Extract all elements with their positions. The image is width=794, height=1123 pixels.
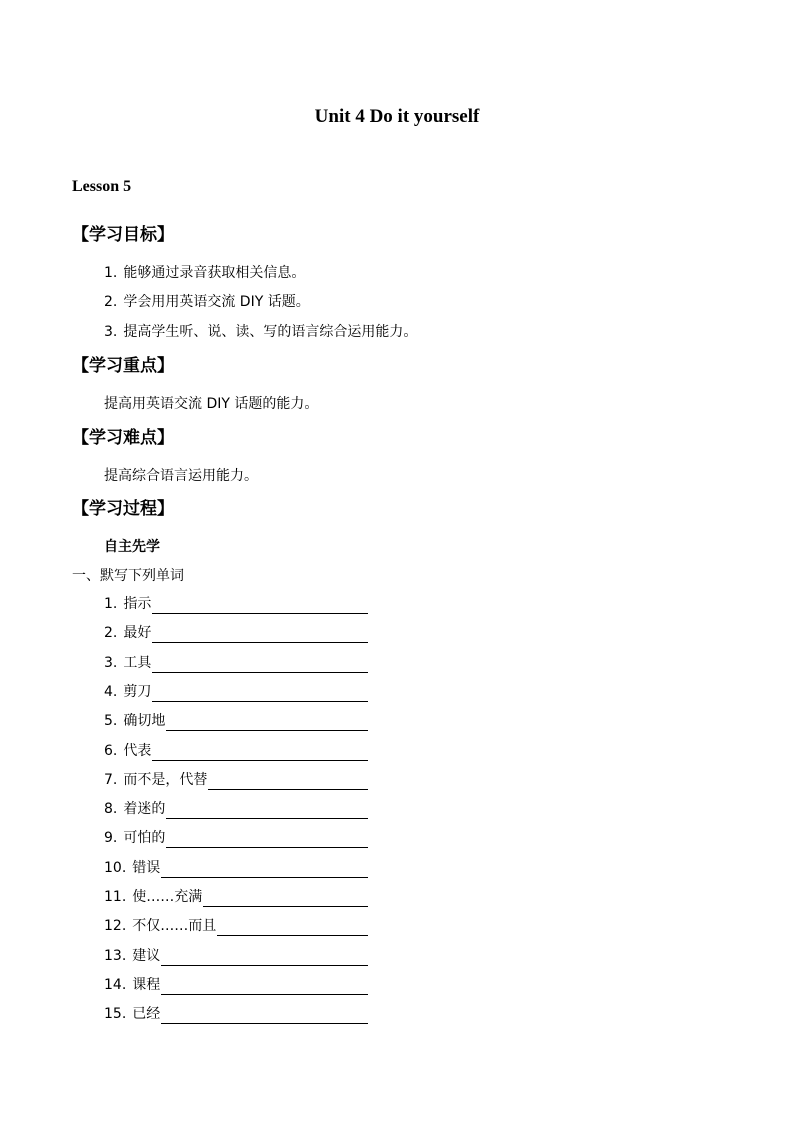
word-number: 1. — [104, 596, 118, 612]
objective-text: 能够通过录音获取相关信息。 — [123, 265, 306, 281]
word-item — [104, 829, 165, 847]
word-prompt: 使……充满 — [132, 889, 203, 905]
word-prompt: 建议 — [132, 948, 161, 964]
word-item — [104, 947, 160, 965]
key-points-heading: 【学习重点】 — [72, 356, 174, 376]
objectives-heading: 【学习目标】 — [72, 225, 174, 245]
word-number: 10. — [104, 860, 127, 876]
objective-number: 1. — [104, 265, 118, 281]
word-number: 2. — [104, 625, 118, 641]
answer-blank[interactable] — [152, 759, 368, 761]
word-item — [104, 917, 216, 935]
word-number: 14. — [104, 977, 127, 993]
word-prompt: 不仅……而且 — [132, 918, 217, 934]
word-number: 3. — [104, 655, 118, 671]
answer-blank[interactable] — [217, 934, 368, 936]
word-prompt: 确切地 — [123, 713, 166, 729]
word-prompt: 最好 — [123, 625, 152, 641]
word-item — [104, 976, 160, 994]
objective-item — [104, 321, 417, 341]
word-item — [104, 888, 202, 906]
word-prompt: 剪刀 — [123, 684, 152, 700]
word-number: 5. — [104, 713, 118, 729]
word-prompt: 错误 — [132, 860, 161, 876]
word-number: 9. — [104, 830, 118, 846]
word-item — [104, 683, 151, 701]
dictation-section-title: 一、默写下列单词 — [72, 568, 184, 584]
word-prompt: 工具 — [123, 655, 152, 671]
answer-blank[interactable] — [161, 993, 368, 995]
word-item — [104, 624, 151, 642]
word-number: 4. — [104, 684, 118, 700]
word-item — [104, 859, 160, 877]
word-number: 7. — [104, 772, 118, 788]
objective-item — [104, 291, 310, 311]
difficulties-text: 提高综合语言运用能力。 — [104, 468, 258, 484]
objective-number: 2. — [104, 294, 118, 310]
answer-blank[interactable] — [166, 817, 368, 819]
word-item — [104, 595, 151, 613]
objective-text: 学会用用英语交流 DIY 话题。 — [123, 294, 310, 310]
answer-blank[interactable] — [166, 729, 368, 731]
word-number: 8. — [104, 801, 118, 817]
word-prompt: 而不是，代替 — [123, 772, 208, 788]
lesson-label: Lesson 5 — [72, 178, 132, 195]
answer-blank[interactable] — [152, 641, 368, 643]
word-number: 6. — [104, 743, 118, 759]
word-item — [104, 742, 151, 760]
word-prompt: 代表 — [123, 743, 152, 759]
self-study-subheading: 自主先学 — [104, 539, 160, 555]
answer-blank[interactable] — [152, 671, 368, 673]
document-title: Unit 4 Do it yourself — [314, 106, 480, 127]
word-number: 12. — [104, 918, 127, 934]
word-number: 15. — [104, 1006, 127, 1022]
answer-blank[interactable] — [208, 788, 368, 790]
word-prompt: 课程 — [132, 977, 161, 993]
word-item — [104, 1005, 160, 1023]
word-prompt: 已经 — [132, 1006, 161, 1022]
process-heading: 【学习过程】 — [72, 499, 174, 519]
word-number: 11. — [104, 889, 127, 905]
answer-blank[interactable] — [166, 846, 368, 848]
word-prompt: 可怕的 — [123, 830, 166, 846]
objective-item — [104, 262, 305, 282]
difficulties-heading: 【学习难点】 — [72, 428, 174, 448]
answer-blank[interactable] — [203, 905, 368, 907]
word-item — [104, 800, 165, 818]
word-prompt: 着迷的 — [123, 801, 166, 817]
word-item — [104, 654, 151, 672]
answer-blank[interactable] — [161, 964, 368, 966]
answer-blank[interactable] — [152, 700, 368, 702]
answer-blank[interactable] — [161, 876, 368, 878]
answer-blank[interactable] — [161, 1022, 368, 1024]
objective-number: 3. — [104, 324, 118, 340]
objective-text: 提高学生听、说、读、写的语言综合运用能力。 — [123, 324, 418, 340]
word-item — [104, 771, 207, 789]
word-item — [104, 712, 165, 730]
word-prompt: 指示 — [123, 596, 152, 612]
key-points-text: 提高用英语交流 DIY 话题的能力。 — [104, 396, 319, 412]
answer-blank[interactable] — [152, 612, 368, 614]
word-number: 13. — [104, 948, 127, 964]
